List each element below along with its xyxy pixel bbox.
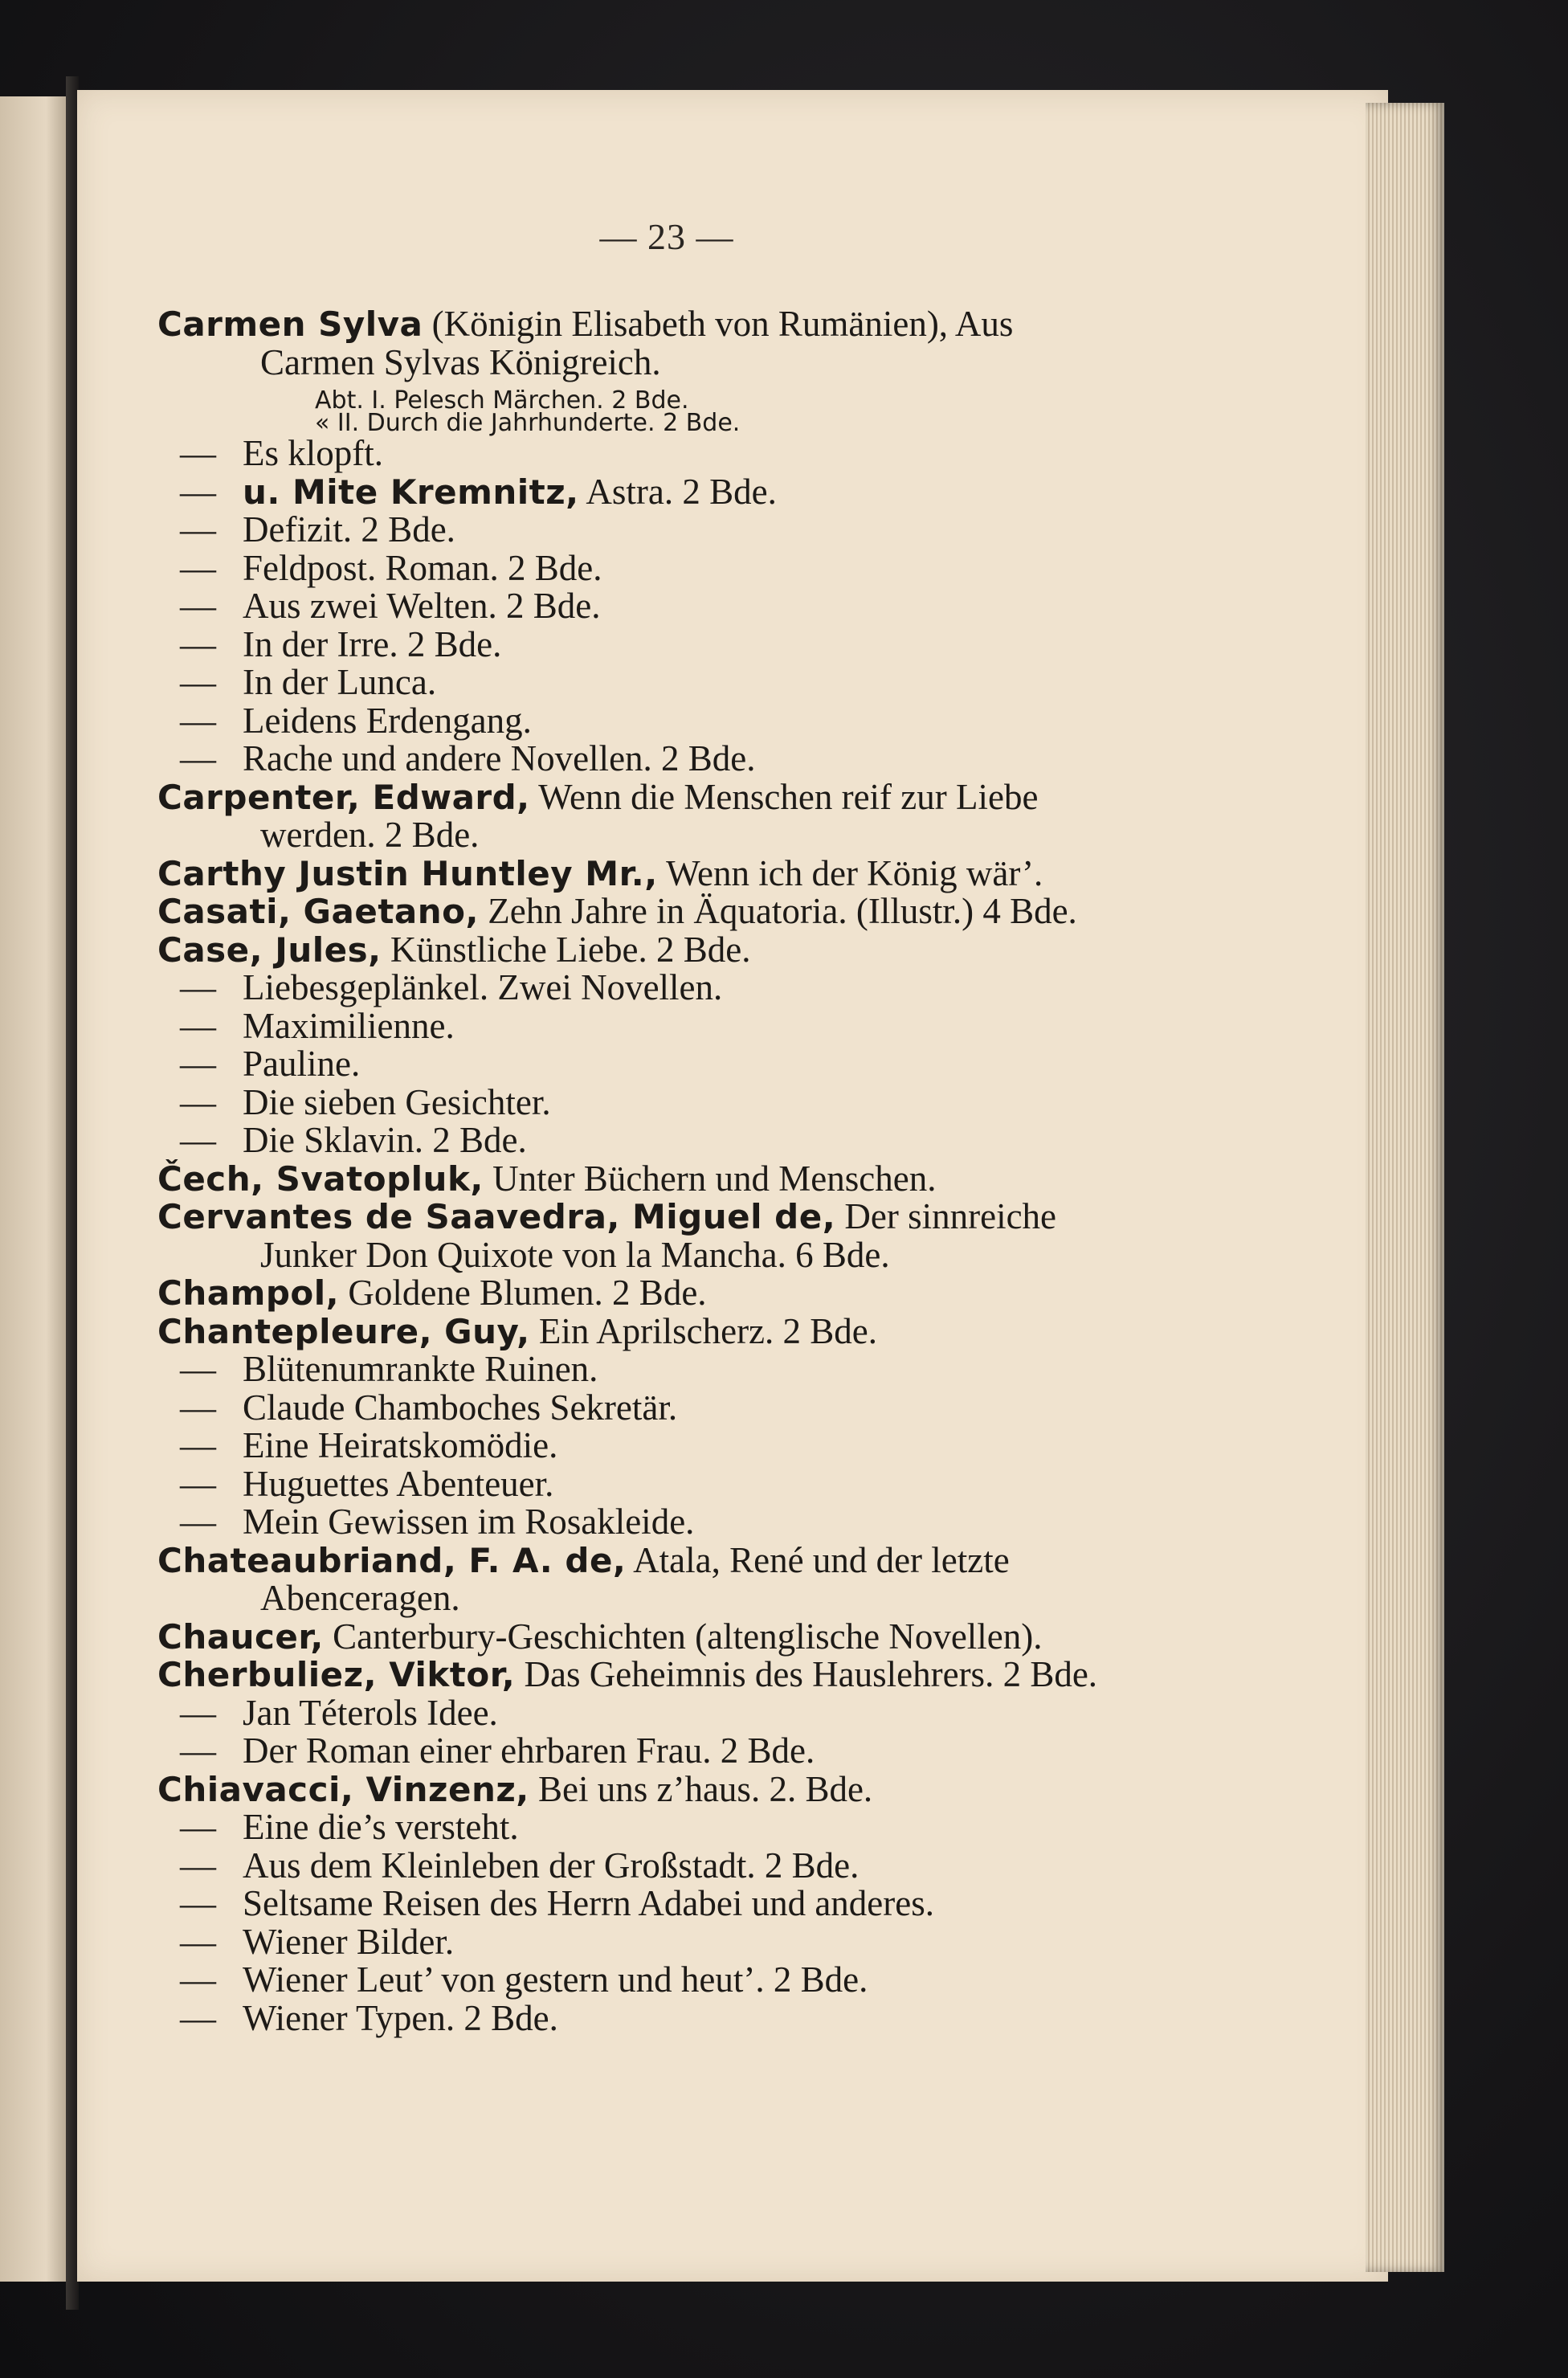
entry-text: Atala, René und der letzte	[626, 1539, 1010, 1580]
entry-text: Der Roman einer ehrbaren Frau. 2 Bde.	[243, 1730, 815, 1771]
author-entry	[157, 893, 1194, 931]
ditto-dash: —	[180, 471, 216, 512]
title-entry	[157, 623, 1194, 664]
author-name: Čech, Svatopluk,	[157, 1158, 484, 1199]
ditto-dash: —	[180, 1425, 216, 1465]
title-entry	[157, 1389, 1194, 1428]
title-entry	[157, 1350, 1194, 1389]
entry-text: Es klopft.	[243, 433, 383, 473]
author-name: Chateaubriand, F. A. de,	[157, 1540, 627, 1580]
title-entry	[157, 1997, 1194, 2038]
author-entry	[157, 931, 1194, 970]
title-entry	[157, 1122, 1194, 1160]
title-entry	[157, 511, 1194, 550]
author-entry	[157, 1310, 1194, 1351]
entry-text: Defizit. 2 Bde.	[243, 509, 455, 550]
entry-text: Pauline.	[243, 1044, 361, 1084]
entry-text: Rache und andere Novellen. 2 Bde.	[243, 738, 756, 778]
title-entry	[157, 547, 1194, 588]
ditto-dash: —	[180, 1081, 216, 1122]
entry-text: Huguettes Abenteuer.	[243, 1463, 554, 1504]
ditto-dash: —	[180, 586, 216, 626]
entry-text: Wenn ich der König wär’.	[657, 852, 1043, 893]
sub-entry: Abt. I. Pelesch Märchen. 2 Bde.	[315, 386, 689, 415]
ditto-dash: —	[180, 623, 216, 664]
sub-entry: « II. Durch die Jahrhunderte. 2 Bde.	[315, 409, 741, 437]
title-entry	[157, 1923, 1194, 1962]
entry-text: Ein Aprilscherz. 2 Bde.	[529, 1310, 878, 1351]
ditto-dash: —	[180, 1044, 216, 1084]
title-entry	[157, 1081, 1194, 1122]
ditto-dash: —	[180, 509, 216, 550]
entry-text: Blütenumrankte Ruinen.	[243, 1349, 598, 1389]
ditto-dash: —	[180, 1959, 216, 2000]
entry-text: Wiener Bilder.	[243, 1921, 455, 1962]
title-entry	[157, 1503, 1194, 1542]
page-number: — 23 —	[599, 216, 734, 257]
author-name: Chantepleure, Guy,	[157, 1311, 530, 1351]
entry-text: Wenn die Menschen reif zur Liebe	[529, 776, 1039, 817]
title-entry	[157, 1732, 1194, 1771]
entry-continuation: Junker Don Quixote von la Mancha. 6 Bde.	[260, 1234, 890, 1275]
ditto-dash: —	[180, 967, 216, 1007]
title-entry	[157, 1808, 1194, 1847]
author-entry	[157, 1160, 1194, 1199]
entry-text: Seltsame Reisen des Herrn Adabei und anderes.	[243, 1883, 934, 1923]
author-entry	[157, 1198, 1194, 1274]
author-entry	[157, 305, 1194, 382]
author-name: Case, Jules,	[157, 930, 382, 970]
entry-continuation: werden. 2 Bde.	[260, 815, 480, 855]
title-entry	[157, 1045, 1194, 1084]
author-name: Carthy Justin Huntley Mr.,	[157, 853, 658, 893]
ditto-dash: —	[180, 1807, 216, 1847]
entry-text: Aus dem Kleinleben der Großstadt. 2 Bde.	[243, 1845, 860, 1886]
entry-text: Das Geheimnis des Hauslehrers. 2 Bde.	[515, 1654, 1098, 1694]
entry-text: Maximilienne.	[243, 1005, 455, 1046]
ditto-dash: —	[180, 1692, 216, 1733]
entry-text: Bei uns z’haus. 2. Bde.	[529, 1768, 873, 1809]
ditto-dash: —	[180, 547, 216, 588]
title-entry	[157, 740, 1194, 778]
ditto-dash: —	[180, 662, 216, 702]
ditto-dash: —	[180, 1845, 216, 1886]
author-name: Chaucer,	[157, 1616, 324, 1657]
author-name: Casati, Gaetano,	[157, 892, 479, 931]
entry-text: Eine die’s versteht.	[243, 1807, 519, 1847]
ditto-dash: —	[180, 1997, 216, 2038]
ditto-dash: —	[180, 433, 216, 473]
author-entry	[157, 1539, 1194, 1618]
entry-text: Künstliche Liebe. 2 Bde.	[381, 929, 751, 970]
ditto-dash: —	[180, 1120, 216, 1160]
author-name: Carmen Sylva	[157, 304, 423, 344]
ditto-dash: —	[180, 1883, 216, 1923]
author-name: Carpenter, Edward,	[157, 777, 530, 817]
title-entry	[157, 1427, 1194, 1465]
title-entry	[157, 1007, 1194, 1046]
facing-page-edge	[0, 96, 66, 2282]
page-block-edges	[1366, 103, 1444, 2272]
entry-text: Feldpost. Roman. 2 Bde.	[243, 547, 602, 588]
entry-text: Mein Gewissen im Rosakleide.	[243, 1502, 695, 1542]
entry-text: Leidens Erdengang.	[243, 700, 532, 741]
author-entry	[157, 778, 1194, 855]
author-name: u. Mite Kremnitz,	[243, 472, 579, 512]
entry-text: Eine Heiratskomödie.	[243, 1425, 558, 1465]
catalog-entries	[157, 305, 1194, 2037]
title-entry	[157, 969, 1194, 1007]
entry-text: Liebesgeplänkel. Zwei Novellen.	[243, 967, 723, 1007]
title-entry	[157, 1694, 1194, 1733]
entry-text: Canterbury-Geschichten (altenglische Novellen).	[323, 1616, 1043, 1657]
entry-text: In der Lunca.	[243, 662, 437, 702]
title-entry	[157, 435, 1194, 473]
ditto-dash: —	[180, 1502, 216, 1542]
author-entry	[157, 852, 1194, 893]
title-entry	[157, 1961, 1194, 2000]
entry-text: (Königin Elisabeth von Rumänien), Aus	[423, 304, 1014, 344]
author-name: Cervantes de Saavedra, Miguel de,	[157, 1197, 836, 1236]
entry-text: Goldene Blumen. 2 Bde.	[339, 1273, 707, 1313]
author-entry	[157, 1618, 1194, 1657]
entry-text: Der sinnreiche	[835, 1196, 1057, 1236]
title-entry	[157, 702, 1194, 741]
author-entry	[157, 1656, 1194, 1694]
entry-text: Astra. 2 Bde.	[578, 471, 777, 512]
ditto-dash: —	[180, 1005, 216, 1046]
entry-text: Aus zwei Welten. 2 Bde.	[243, 586, 601, 626]
entry-text: Die sieben Gesichter.	[243, 1081, 551, 1122]
entry-text: Jan Téterols Idee.	[243, 1692, 498, 1733]
ditto-dash: —	[180, 1730, 216, 1771]
author-entry	[157, 1768, 1194, 1809]
title-entry	[157, 1465, 1194, 1504]
ditto-dash: —	[180, 738, 216, 778]
title-entry	[157, 473, 1194, 512]
entry-text: Zehn Jahre in Äquatoria. (Illustr.) 4 Bde.	[479, 891, 1077, 931]
author-name: Chiavacci, Vinzenz,	[157, 1769, 529, 1809]
title-entry	[157, 587, 1194, 626]
title-entry	[157, 1885, 1194, 1923]
ditto-dash: —	[180, 1387, 216, 1428]
title-entry	[157, 1847, 1194, 1886]
entry-text: Claude Chamboches Sekretär.	[243, 1387, 678, 1428]
ditto-dash: —	[180, 700, 216, 741]
entry-continuation: Abenceragen.	[260, 1578, 460, 1618]
author-entry	[157, 1274, 1194, 1313]
ditto-dash: —	[180, 1349, 216, 1389]
author-name: Cherbuliez, Viktor,	[157, 1655, 516, 1694]
entry-text: In der Irre. 2 Bde.	[243, 623, 502, 664]
entry-text: Wiener Typen. 2 Bde.	[243, 1997, 558, 2038]
ditto-dash: —	[180, 1921, 216, 1962]
ditto-dash: —	[180, 1463, 216, 1504]
author-name: Champol,	[157, 1273, 340, 1313]
entry-text: Unter Büchern und Menschen.	[483, 1158, 937, 1199]
title-entry	[157, 664, 1194, 702]
entry-text: Die Sklavin. 2 Bde.	[243, 1120, 527, 1160]
entry-text: Wiener Leut’ von gestern und heut’. 2 Bde.	[243, 1959, 868, 2000]
entry-continuation: Carmen Sylvas Königreich.	[260, 341, 661, 382]
